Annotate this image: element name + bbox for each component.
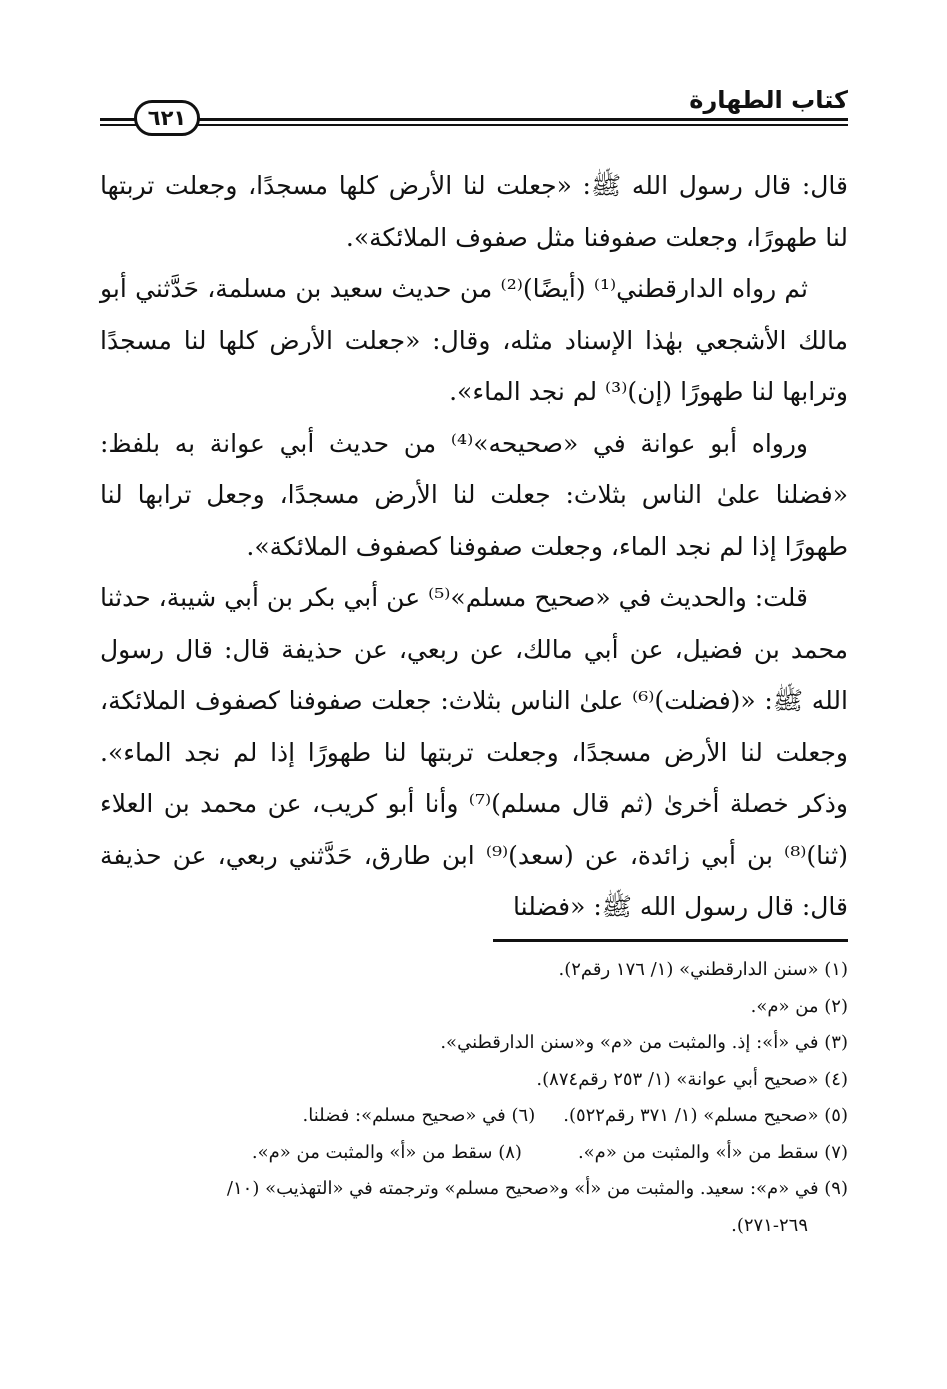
paragraph: قلت: والحديث في «صحيح مسلم»⁽⁵⁾ عن أبي بكر بن أبي شيبة، حدثنا محمد بن فضيل، عن أبي مالك، عن ربعي، عن حذيفة قال: قال رسول الله ﷺ: «(فضلت)⁽⁶⁾ علىٰ الناس بثلاث: جعلت صفوفنا كصفوف الملائكة، وجعلت لنا الأرض مسجدًا، وجعلت تربتها لنا طهورًا إذا لم نجد الماء». وذكر خصلة أخرىٰ (ثم قال مسلم)⁽⁷⁾ وأنا أبو كريب، عن محمد بن العلاء (ثنا)⁽⁸⁾ بن أبي زائدة، عن (سعد)⁽⁹⁾ ابن طارق، حَدَّثني ربعي، عن حذيفة قال: قال رسول الله ﷺ: «فضلنا xyxy=(100,583,849,921)
footnote-5: (٥) «صحيح مسلم» (١/ ٣٧١ رقم٥٢٢). xyxy=(563,1105,848,1126)
footnote-9-continuation: ٢٦٩-٢٧١). xyxy=(731,1214,808,1236)
paragraph: ثم رواه الدارقطني⁽¹⁾ (أيضًا)⁽²⁾ من حديث سعيد بن مسلمة، حَدَّثني أبو مالك الأشجعي بهٰذا الإسناد مثله، وقال: «جعلت الأرض كلها لنا مسجدًا وترابها لنا طهورًا (إن)⁽³⁾ لم نجد الماء». xyxy=(100,274,848,406)
footnote-row-5-6 xyxy=(100,1098,848,1135)
footnote-1: (١) «سنن الدارقطني» (١/ ١٧٦ رقم٢). xyxy=(558,959,848,980)
footnote-9: (٩) في «م»: سعيد. والمثبت من «أ» و«صحيح مسلم» وترجمته في «التهذيب» (١٠/ xyxy=(226,1178,848,1199)
header-rule-thin xyxy=(100,124,848,126)
page-header xyxy=(100,78,848,138)
paragraph: قال: قال رسول الله ﷺ: «جعلت لنا الأرض كلها مسجدًا، وجعلت تربتها لنا طهورًا، وجعلت صفوفنا مثل صفوف الملائكة». xyxy=(100,171,848,252)
main-text xyxy=(100,160,848,933)
footnote-7: (٧) سقط من «أ» والمثبت من «م». xyxy=(577,1141,848,1163)
footnote-separator xyxy=(493,939,848,942)
page-number-badge xyxy=(134,100,200,136)
footnote-2: (٢) من «م». xyxy=(750,995,848,1017)
paragraph: ورواه أبو عوانة في «صحيحه»⁽⁴⁾ من حديث أبي عوانة به بلفظ: «فضلنا علىٰ الناس بثلاث: جعلت لنا الأرض مسجدًا، وجعل ترابها لنا طهورًا إذا لم نجد الماء، وجعلت صفوفنا كصفوف الملائكة». xyxy=(100,428,848,561)
footnote-row-7-8 xyxy=(100,1135,848,1172)
book-title: كتاب الطهارة xyxy=(689,86,848,114)
footnote-8: (٨) سقط من «أ» والمثبت من «م». xyxy=(251,1141,522,1163)
footnote-3: (٣) في «أ»: إذ. والمثبت من «م» و«سنن الدارقطني». xyxy=(440,1032,848,1053)
header-rule-thick xyxy=(100,118,848,121)
footnote-4: (٤) «صحيح أبي عوانة» (١/ ٢٥٣ رقم٨٧٤). xyxy=(536,1068,848,1090)
footnote-6: (٦) في «صحيح مسلم»: فضلنا. xyxy=(302,1105,536,1126)
footnotes xyxy=(100,952,848,1244)
page-number: ٦٢١ xyxy=(147,106,187,130)
